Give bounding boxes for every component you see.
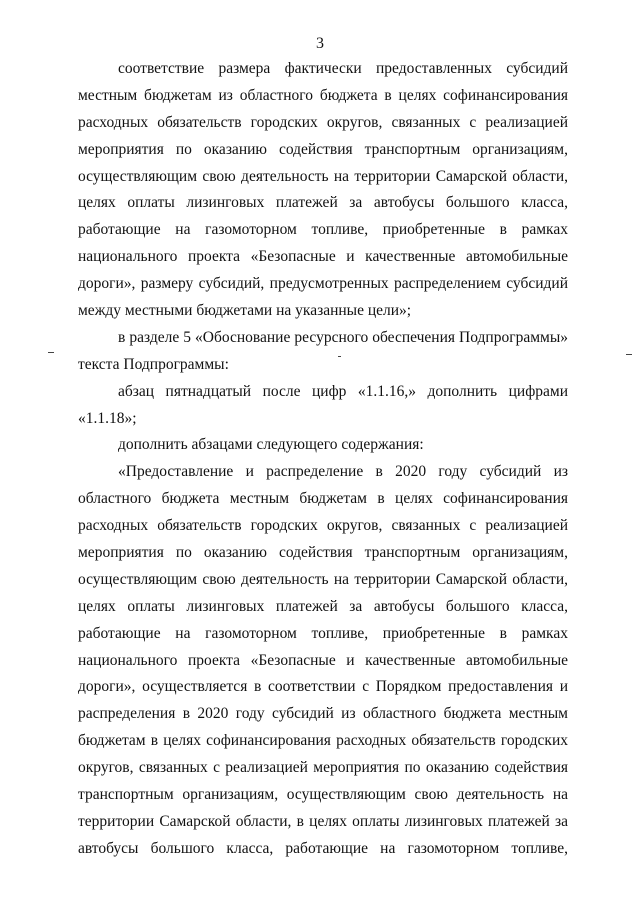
text-line: местным бюджетам из областного бюджета в целях софинансирования: [78, 86, 568, 104]
text-line: целях оплаты лизинговых платежей за автобусы большого класса,: [78, 597, 568, 615]
text-line: национального проекта «Безопасные и качественные автомобильные: [78, 651, 568, 669]
page-number: 3: [316, 35, 324, 52]
text-line: транспортным организациям, осуществляющим свою деятельность на: [78, 786, 568, 804]
margin-mark-right: [626, 354, 632, 355]
margin-mark-left: [48, 352, 54, 353]
text-line: абзац пятнадцатый после цифр «1.1.16,» дополнить цифрами: [118, 382, 568, 400]
text-line: осуществляющим свою деятельность на территории Самарской области,: [78, 570, 568, 588]
text-line: областного бюджета местным бюджетам в целях софинансирования: [78, 490, 568, 508]
text-line: автобусы большого класса, работающие на газомоторном топливе,: [78, 839, 568, 857]
text-line: округов, связанных с реализацией мероприятия по оказанию содействия: [78, 759, 568, 777]
text-line: территории Самарской области, в целях оплаты лизинговых платежей за: [78, 812, 568, 830]
text-line: между местными бюджетами на указанные цели»;: [78, 302, 412, 320]
text-line: целях оплаты лизинговых платежей за автобусы большого класса,: [78, 194, 568, 212]
text-line: соответствие размера фактически предоставленных субсидий: [118, 60, 568, 77]
text-line: мероприятия по оказанию содействия транспортным организациям,: [78, 544, 568, 562]
text-line: текста Подпрограммы:: [78, 355, 229, 373]
text-line: национального проекта «Безопасные и качественные автомобильные: [78, 248, 568, 266]
text-line: работающие на газомоторном топливе, приобретенные в рамках: [78, 221, 568, 239]
text-line: дороги», размеру субсидий, предусмотренных распределением субсидий: [78, 275, 568, 293]
text-line: мероприятия по оказанию содействия транспортным организациям,: [78, 140, 568, 158]
text-line: бюджетам в целях софинансирования расходных обязательств городских: [78, 732, 568, 750]
text-line: работающие на газомоторном топливе, приобретенные в рамках: [78, 624, 568, 642]
text-line: расходных обязательств городских округов, связанных с реализацией: [78, 517, 568, 535]
text-line: дополнить абзацами следующего содержания:: [118, 436, 424, 454]
text-line: «1.1.18»;: [78, 409, 137, 427]
scan-speck: [338, 356, 341, 357]
text-line: распределения в 2020 году субсидий из областного бюджета местным: [78, 705, 568, 723]
text-line: в разделе 5 «Обоснование ресурсного обеспечения Подпрограммы»: [118, 328, 568, 346]
text-line: «Предоставление и распределение в 2020 году субсидий из: [118, 463, 568, 481]
text-line: расходных обязательств городских округов, связанных с реализацией: [78, 113, 568, 131]
text-line: дороги», осуществляется в соответствии с Порядком предоставления и: [78, 678, 568, 696]
text-line: осуществляющим свою деятельность на территории Самарской области,: [78, 167, 568, 185]
document-body: [78, 56, 568, 863]
